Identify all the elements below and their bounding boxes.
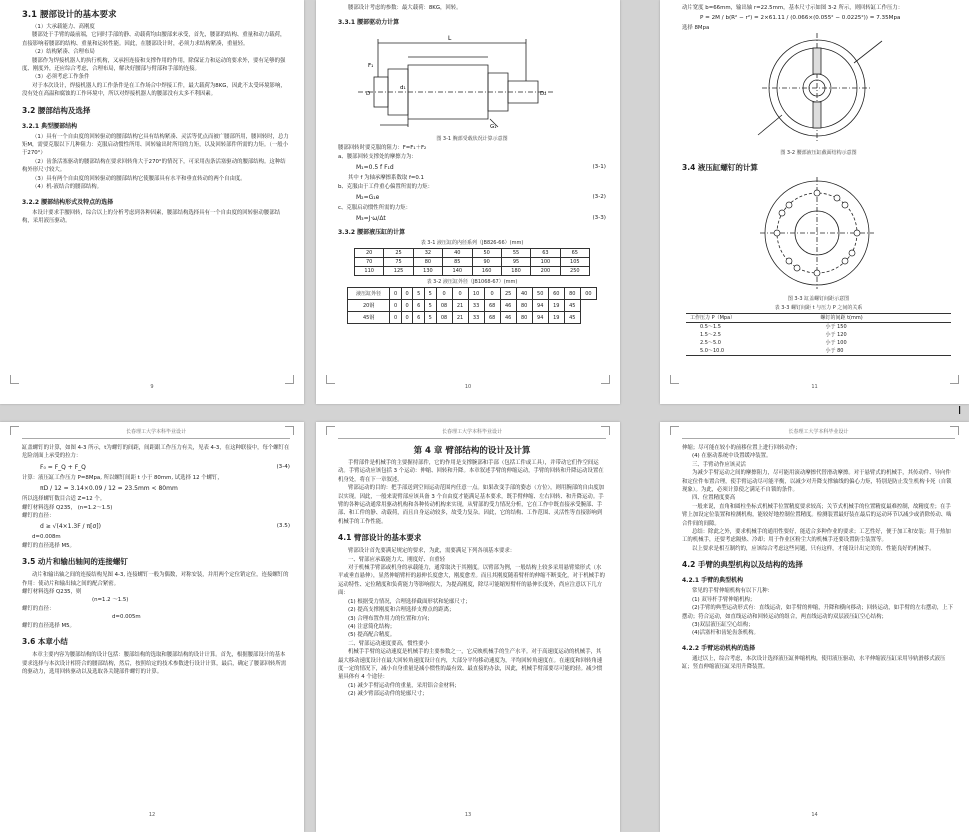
figure-cylinder-section bbox=[682, 33, 952, 143]
table-cell: 25 bbox=[384, 249, 413, 258]
page-corner-mark bbox=[10, 375, 19, 384]
subsection-heading-3-3-1: 3.3.1 腰部驱动力计算 bbox=[338, 19, 400, 27]
equation-3-3: M₃=J·ω/Δt (3-3) bbox=[356, 215, 606, 223]
document-page-9[interactable] bbox=[0, 0, 304, 404]
paragraph: 四、位置精度要高 bbox=[692, 495, 736, 502]
table-cell: 40 bbox=[516, 288, 532, 300]
list-item: (2) 减少臂部运动件的轮廓尺寸； bbox=[348, 691, 428, 698]
text-cursor-icon: Ⅰ bbox=[958, 404, 962, 417]
paragraph: 腰部设计考虑的参数：最大载荷：8KG，回转。 bbox=[348, 5, 462, 11]
equation-number: (3.5) bbox=[276, 523, 290, 530]
page-corner-mark bbox=[285, 375, 294, 384]
table-cell: 95 bbox=[501, 258, 530, 267]
paragraph: 通过以上，综合考虑，本次设计选择液压缸伸缩机构，使用液压驱动，水平伸缩液压缸采用导轨滑移式液压缸；竖直伸缩液压缸采用升降装置。 bbox=[682, 655, 946, 671]
table-cell: 70 bbox=[355, 258, 384, 267]
table-cell: 60 bbox=[548, 288, 564, 300]
table-cell: 20钢 bbox=[348, 300, 390, 312]
table-header-cell: 螺钉的间距 t(mm) bbox=[820, 314, 863, 321]
section-heading-4-2: 4.2 手臂的典型机构以及结构的选择 bbox=[682, 560, 803, 570]
paragraph: （1）大承载能力、高刚度 bbox=[32, 24, 95, 30]
paragraph: 机械手手臂的运动速度是机械手的主要参数之一，它反映机械手的生产水平。对于高速度运动的机械手，其最大移动速度设计在最大回转角速度设计在内，大部分平均移动速度为，平均回转角速度在。在速度和回转角速度一定的情况下，减小自身重量是减小惯性的最有效、最直接的办法，因此，机械手臂部要尽可能的轻。减少惯量具体有 4 个途径： bbox=[338, 649, 603, 681]
subsection-heading-4-2-1: 4.2.1 手臂的典型机构 bbox=[682, 577, 744, 585]
cylinder-outer-diameter-table bbox=[347, 287, 597, 324]
equation-number: (3-3) bbox=[592, 215, 606, 222]
list-item: (2)手臂的典型运动形式有：直线运动，如手臂的伸缩，升降和横向移动；回转运动，如手臂的左右摆动，上下摆动；符合运动，如直线运动和回转运动的组合，两直线运动的双层液压缸空心结构； bbox=[682, 605, 953, 620]
force-label-f: F₁ bbox=[368, 63, 374, 70]
table-row bbox=[348, 300, 597, 312]
table-cell: 5 bbox=[424, 288, 436, 300]
page-corner-mark bbox=[950, 375, 959, 384]
table-cell: 21 bbox=[452, 312, 468, 324]
paragraph: 三、手臂动作应该灵活 bbox=[692, 461, 746, 468]
table-cell: 130 bbox=[413, 267, 442, 276]
paragraph: 缸盖螺钉的计算，如图 4-3 所示，t为螺钉的间距，间距跟工作压力有关，见表 4-3，在这种联接中，每个螺钉在危险剖面上承受的拉力： bbox=[22, 445, 290, 460]
running-header: 长春理工大学本科毕业设计 bbox=[22, 428, 290, 439]
table-cell: 0 bbox=[390, 288, 402, 300]
section-heading-4-1: 4.1 臂部设计的基本要求 bbox=[338, 533, 422, 543]
diameter-label-d: D bbox=[366, 91, 371, 98]
list-item: (3)双层液压缸空心结构； bbox=[692, 621, 754, 628]
page-number: 13 bbox=[464, 812, 472, 818]
pressure-spacing-table bbox=[686, 313, 951, 356]
table-cell: 液压缸外径 bbox=[348, 288, 390, 300]
list-item: (4)活塞杆和齿轮齿条机构。 bbox=[692, 630, 759, 637]
table-row bbox=[348, 288, 597, 300]
paragraph: （2）结构紧凑、合理布局 bbox=[32, 49, 95, 56]
table-cell: 68 bbox=[484, 312, 500, 324]
figure-caption: 图 3-3 缸盖螺钉间距示意图 bbox=[787, 295, 850, 302]
table-cell: 0 bbox=[390, 300, 402, 312]
paragraph: 螺钉的直径选择 M5。 bbox=[22, 622, 75, 629]
table-cell: 小于 80 bbox=[825, 347, 844, 354]
table-cell: 90 bbox=[472, 258, 501, 267]
list-item: (1) 双导杆手臂伸缩机构； bbox=[692, 596, 756, 603]
paragraph: 螺钉的直径： bbox=[22, 513, 55, 520]
section-heading-3-5: 3.5 动片和输出轴间的连接螺钉 bbox=[22, 557, 128, 567]
table-cell: 6 bbox=[413, 300, 425, 312]
table-cell: 46 bbox=[500, 300, 516, 312]
figure-bolt-spacing bbox=[682, 177, 952, 289]
document-page-12[interactable] bbox=[0, 422, 304, 832]
page-number: 10 bbox=[464, 384, 472, 390]
paragraph: 本章主要内容为腰部结构的设计包括：腰部结构的选取和腰部结构的设计计算。首先，根据腰部设计的基本要求选择与本次设计相符合的腰部结构，然后，按照给定的技术参数进行设计计算，最后，确定了腰部回转所需的驱动力，选用回转驱动以及选取各关键部件螺钉的计算。 bbox=[22, 652, 287, 675]
chapter-heading-4: 第 4 章 臂部结构的设计及计算 bbox=[413, 446, 531, 456]
paragraph: 计算：液压缸工作压力 P=8Mpa, 所以螺钉间距 t 小于 80mm, 试选择 12 个螺钉， bbox=[22, 474, 223, 481]
table-cell: 140 bbox=[443, 267, 472, 276]
page-number: 12 bbox=[148, 812, 156, 818]
paragraph: （4）机-液结合的腰部结构。 bbox=[32, 184, 103, 191]
table-cell: 2.5～5.0 bbox=[700, 339, 721, 346]
paragraph: 动片宽度 b=66mm，输出轴 r=22.5mm，基本尺寸示如图 3-2 所示，则回转缸工作压力： bbox=[682, 5, 904, 11]
table-cell: 110 bbox=[355, 267, 384, 276]
page-corner-mark bbox=[10, 426, 19, 435]
subsection-heading-3-3-2: 3.3.2 腰部液压缸的计算 bbox=[338, 229, 406, 237]
paragraph: 对于本次设计，焊接机器人的工作条件是在工作场合中焊接工件，最大载荷为8KG，因此不太受环境影响，没有处在高温和腐蚀的工作环境中，所以对焊接机器人的腰部没有太多不利因素。 bbox=[22, 82, 286, 98]
table-cell: 小于 150 bbox=[825, 323, 847, 330]
table-cell: 5 bbox=[413, 288, 425, 300]
paragraph: 常见的手臂伸缩机构有以下几种： bbox=[692, 588, 773, 595]
document-page-13[interactable] bbox=[316, 422, 620, 832]
table-cell: 1.5～2.5 bbox=[700, 331, 721, 338]
table-cell: 10 bbox=[468, 288, 484, 300]
page-corner-mark bbox=[670, 375, 679, 384]
page-number: 9 bbox=[150, 384, 154, 390]
paragraph: c、克服启动惯性所需的力矩： bbox=[338, 205, 412, 212]
table-cell: 0 bbox=[401, 312, 413, 324]
table-cell: 65 bbox=[560, 249, 589, 258]
table-cell: 小于 120 bbox=[825, 331, 847, 338]
list-item: (2) 提高支撑刚度和合理选择支撑点的距离； bbox=[348, 607, 455, 614]
table-cell: 20 bbox=[355, 249, 384, 258]
table-cell: 55 bbox=[501, 249, 530, 258]
table-caption: 表 3-1 液压缸的内径系列（JB826-66）(mm) bbox=[420, 240, 524, 247]
table-cell: 08 bbox=[436, 312, 452, 324]
paragraph: 二、臂部运动速度要高，惯性要小 bbox=[348, 640, 429, 647]
table-cell: 33 bbox=[468, 300, 484, 312]
table-cell: 45 bbox=[564, 300, 580, 312]
paragraph: 腰部回转时要克服的阻力：F=F₁＋F₂ bbox=[338, 145, 427, 152]
table-cell: 63 bbox=[531, 249, 560, 258]
paragraph: 螺钉的直径选择 M5。 bbox=[22, 542, 75, 549]
table-row bbox=[355, 249, 590, 258]
table-cell: 80 bbox=[516, 300, 532, 312]
equation-pressure: P = 2M / b(R² − r²) = 2×61.11 / (0.066×(0.055² − 0.0225²)) = 7.35Mpa bbox=[700, 15, 901, 22]
table-cell: 125 bbox=[384, 267, 413, 276]
list-item: (4) 注意简化结构； bbox=[348, 623, 396, 630]
list-item: (4) 在驱动系统中设置缓冲装置。 bbox=[692, 453, 772, 460]
table-cell: 0 bbox=[484, 288, 500, 300]
paragraph: （3）必须考虑工作条件 bbox=[32, 74, 90, 81]
paragraph: 螺钉材料选择 Q235， (n=1.2～1.5) bbox=[22, 504, 113, 511]
table-cell: 5 bbox=[424, 300, 436, 312]
page-corner-mark bbox=[601, 375, 610, 384]
table-row bbox=[686, 339, 951, 347]
table-cell: 5 bbox=[424, 312, 436, 324]
table-row bbox=[686, 323, 951, 331]
table-cell: 32 bbox=[413, 249, 442, 258]
page-corner-mark bbox=[670, 426, 679, 435]
figure-caption: 图 3-2 腰部液压缸截面结构示意图 bbox=[780, 149, 857, 156]
table-cell: 0 bbox=[436, 288, 452, 300]
equation-3-2: M₂=G₁e (3-2) bbox=[356, 194, 606, 202]
table-cell: 94 bbox=[532, 312, 548, 324]
subsection-heading-3-2-2: 3.2.2 腰部结构形式及特点的选择 bbox=[22, 198, 114, 206]
paragraph: d=0.005m bbox=[112, 614, 141, 621]
table-cell: 小于 100 bbox=[825, 339, 847, 346]
table-cell: 80 bbox=[516, 312, 532, 324]
table-cell: 46 bbox=[500, 312, 516, 324]
paragraph: 螺钉的直径： bbox=[22, 605, 55, 612]
page-number: 14 bbox=[811, 812, 818, 818]
table-header-cell: 工作压力 P（Mpa） bbox=[690, 314, 736, 321]
table-cell: 200 bbox=[531, 267, 560, 276]
list-item: (1) 根据受力情况，合理选择截面形状和轮廓尺寸； bbox=[348, 598, 471, 605]
table-cell: 21 bbox=[452, 300, 468, 312]
paragraph: （2）齿条活塞驱动的腰部结构在要求回转角大于270°的情况下，可采用齿条活塞驱动的腰部结构。这种结构外形尺寸较大。 bbox=[22, 158, 286, 174]
table-body bbox=[686, 323, 951, 355]
table-cell: 40 bbox=[443, 249, 472, 258]
figure-caption: 图 3-1 腕部受载状况计算示意图 bbox=[436, 136, 508, 143]
section-heading-3-4: 3.4 液压缸螺钉的计算 bbox=[682, 162, 758, 172]
page-number: 11 bbox=[811, 384, 818, 390]
table-row bbox=[355, 267, 590, 276]
table-row bbox=[686, 331, 951, 339]
paragraph: 为减少手臂运动之间的摩擦阻力，尽可能用滚动摩擦代替滑动摩擦。对于悬臂式的机械手，其传动件、导向件和定位件布置合理，使手臂运动尽可能平衡，以减少对升降支撑轴线的偏心力矩，特别是防止发生机构卡死（自锁现象）。为此，必须计算使之满足不自锁的条件。 bbox=[682, 470, 952, 494]
paragraph: 一、臂部应承载能力大、刚度好、自重轻 bbox=[348, 556, 446, 563]
table-row bbox=[348, 312, 597, 324]
paragraph: 螺钉材料选择 Q235，则 bbox=[22, 589, 82, 596]
table-cell: 33 bbox=[468, 312, 484, 324]
table-cell: 50 bbox=[472, 249, 501, 258]
table-header-row bbox=[686, 314, 951, 323]
paragraph: 本设计要求手腰回转，综合以上的分析考虑到各种因素，腰部结构选择具有一个自由度的回转驱动腰部结构，采用液压驱动。 bbox=[22, 209, 280, 224]
table-row bbox=[686, 347, 951, 355]
equation-3-4: F₀ = F_Q + F_Q (3-4) bbox=[40, 463, 290, 471]
paragraph: 总结：除此之外，要求机械手的通用性要好，能适合多种作业的要求；工艺性好，便于加工和安装；用于热加工的机械手，还要考虑隔热、冷却；用于作业区粉尘大的机械手还要设置防尘装置等。 bbox=[682, 529, 951, 544]
table-cell: 0.5～1.5 bbox=[700, 323, 721, 330]
weight-label-g: G₁ bbox=[490, 124, 497, 130]
running-header: 长春理工大学本科毕业设计 bbox=[338, 428, 606, 439]
paragraph: 选择 8Mpa bbox=[682, 25, 710, 32]
paragraph: 一般来说，直角和圆柱坐标式机械手位置精度要求较高；关节式机械手的位置精度最难控制，故精度差；在手臂上加设定位装置和检测机构，能较好地控制位置精度。检测装置最好装在最后的运动环节以减少或消除传动、啮合件间的间隙。 bbox=[682, 503, 952, 527]
subsection-heading-3-2-1: 3.2.1 典型腰部结构 bbox=[22, 122, 78, 130]
paragraph: 腰部处于手臂的最前端，它同时手部的静、动载荷均由腰部来承受，首先，腰部的结构、重量和动力载荷，直接影响着腰部的结构、重量和运转性能。因此，在腰部设计时，必须力求结构紧凑，重量轻。 bbox=[22, 32, 286, 47]
equation-number: (3-2) bbox=[592, 194, 606, 201]
paragraph: (n=1.2 ～1.5) bbox=[92, 597, 129, 604]
paragraph: 所以选择螺钉数目合适 Z=12 个。 bbox=[22, 496, 106, 503]
document-page-11[interactable] bbox=[660, 0, 969, 404]
document-page-14[interactable] bbox=[660, 422, 969, 832]
paragraph: 臂部设计首先要满足规定的要求，为此，需要满足下列各项基本要求： bbox=[348, 548, 516, 555]
table-cell: 25 bbox=[500, 288, 516, 300]
table-cell: 45钢 bbox=[348, 312, 390, 324]
table-cell: 94 bbox=[532, 300, 548, 312]
table-cell: 0 bbox=[401, 300, 413, 312]
page-corner-mark bbox=[326, 426, 335, 435]
list-item: (3) 合理布置作用力的位置和方向； bbox=[348, 615, 433, 622]
equation-3-1: M₁=0.5 f F₁d (3-1) bbox=[356, 164, 606, 172]
table-cell: 250 bbox=[560, 267, 589, 276]
table-cell: 105 bbox=[560, 258, 589, 267]
list-item: (1) 减少手臂运动件的重量，采用铝合金材料； bbox=[348, 682, 460, 689]
paragraph: （3）具有两个自由度的回转驱动的腰部结构它使腰部具有水平和垂直转动的两个自由度。 bbox=[32, 175, 246, 182]
equation-number: (3-4) bbox=[276, 463, 290, 470]
paragraph: a、腰部回转支撑处的摩擦力为： bbox=[338, 153, 417, 160]
paragraph: b、克服由于工件重心偏置所需的力矩： bbox=[338, 183, 434, 190]
paragraph: 手臂部件是机械手的主要握持部件，它的作用是支撑腕部和手部（包括工件或工具），并带动它们作空间运动。手臂运动应该包括 3 个运动：伸缩、回转和升降。本章叙述手臂的伸缩运动，手臂的回转和升降运动设置在机身处，将在下一章叙述。 bbox=[338, 460, 604, 483]
paragraph: 其中 f 为轴承摩擦系数取 f=0.1 bbox=[348, 175, 424, 182]
equation-bolt-spacing: πD / 12 = 3.14×0.09 / 12 = 23.5mm < 80mm bbox=[40, 485, 178, 493]
subsection-heading-4-2-2: 4.2.2 手臂运动机构的选择 bbox=[682, 644, 756, 652]
table-cell: 180 bbox=[501, 267, 530, 276]
table-cell: 100 bbox=[531, 258, 560, 267]
paragraph: 伸缩；尽可能在较小的前移位置上进行回转动作； bbox=[682, 445, 801, 451]
paragraph: 腰部作为焊接机器人的执行机构，又承担连接和支撑作用的作用，除保证力和运动的要求外，要有足够的强度、刚度外，还应综合考虑，合理布局，解决好腰部与臂部和手部的连接。 bbox=[22, 57, 286, 73]
table-cell: 80 bbox=[564, 288, 580, 300]
table-caption: 表 3-3 螺钉间距 t 与压力 P 之间的关系 bbox=[774, 304, 863, 311]
section-heading-3-1: 3.1 腰部设计的基本要求 bbox=[22, 10, 117, 20]
paragraph: d=0.008m bbox=[32, 534, 61, 541]
cylinder-bore-table bbox=[354, 248, 590, 276]
table-cell: 6 bbox=[413, 312, 425, 324]
table-cell: 75 bbox=[384, 258, 413, 267]
running-header: 长春理工大学本科毕业设计 bbox=[682, 428, 955, 439]
section-heading-3-6: 3.6 本章小结 bbox=[22, 637, 68, 647]
table-caption: 表 3-2 液压缸外径（JB1068-67）(mm) bbox=[426, 279, 518, 286]
table-cell: 50 bbox=[532, 288, 548, 300]
table-cell: 5.0～10.0 bbox=[700, 347, 725, 354]
diameter-label-d2: D₂ bbox=[540, 91, 547, 98]
table-row bbox=[355, 258, 590, 267]
table-cell: 85 bbox=[443, 258, 472, 267]
paragraph: 对于机械手臂部或机身的承载能力，通常取决于其刚度。以臂部为例，一般结构上较多采用悬臂梁形式（水平或垂直悬伸），显然伸缩臂杆的悬伸长度愈大，刚度愈差。而且其刚度随着臂杆的伸缩不断变化，对于机械手的运动特性、定位精度和负荷能力等影响很大，为提高刚度，除尽可能缩短臂杆的悬伸长度外，尚应注意以下几方面： bbox=[338, 565, 605, 597]
paragraph: （1）具有一个自由度的回转驱动的腰部结构它具有结构紧凑、灵活等优点而被广腰部所用，腰回转时，总力矩M，需要克服以下几种阻力：克服启动惯性所用、回转输出时所用的力矩，以及回转部件所需的力矩。（一般小于270°） bbox=[22, 133, 289, 157]
dim-label-l: L bbox=[448, 35, 452, 43]
document-page-10[interactable] bbox=[316, 0, 620, 404]
table-cell: 80 bbox=[413, 258, 442, 267]
table-cell: 19 bbox=[548, 300, 564, 312]
table-cell: 45 bbox=[564, 312, 580, 324]
table-cell: 0 bbox=[452, 288, 468, 300]
diameter-label-d1: d₁ bbox=[400, 85, 406, 92]
table-cell: 19 bbox=[548, 312, 564, 324]
page-corner-mark bbox=[326, 375, 335, 384]
table-cell: 08 bbox=[436, 300, 452, 312]
paragraph: 臂部运动的目的：把手部送到空间运动范围内任意一点。如果改变手部的姿态（方位），则用腕部的自由度加以实现。因此，一般来说臂部应该具备 3 个自由度才能满足基本要求，既手臂伸缩、左右回转、和升降运动。手臂的各种运动通常用驱动机构和各种传动机构来实现，从臂部的受力情况分析，它在工作中既直接承受腕部、手部、和工件的静、动载荷，而且自身运动较多，故受力复杂。因此，它的结构、工作范围、灵活性等直接影响到机械手的工作性能。 bbox=[338, 485, 605, 525]
paragraph: 动片和输出轴之间的连接结构见图 4-3, 连接螺钉一般为偶数，对称安装，并用两个定位销定位，连接螺钉的作用：使动片和输出轴之间的配合紧密。 bbox=[22, 572, 289, 587]
section-heading-3-2: 3.2 腰部结构及选择 bbox=[22, 105, 91, 115]
equation-number: (3-1) bbox=[592, 164, 606, 171]
equation-3-5: d ≥ √(4×1.3F / π[σ]) (3.5) bbox=[40, 523, 290, 531]
figure-wrist-load-diagram bbox=[338, 29, 606, 129]
table-cell: 160 bbox=[472, 267, 501, 276]
paragraph: 以上要求是相互制约的，应该综合考虑这些问题，只有这样，才能设计出完美的、性能良好的机械手。 bbox=[692, 545, 935, 552]
table-cell: 00 bbox=[580, 288, 596, 300]
list-item: (5) 提高配合精度。 bbox=[348, 632, 396, 639]
table-cell: 0 bbox=[390, 312, 402, 324]
table-cell: 68 bbox=[484, 300, 500, 312]
table-cell: 0 bbox=[401, 288, 413, 300]
